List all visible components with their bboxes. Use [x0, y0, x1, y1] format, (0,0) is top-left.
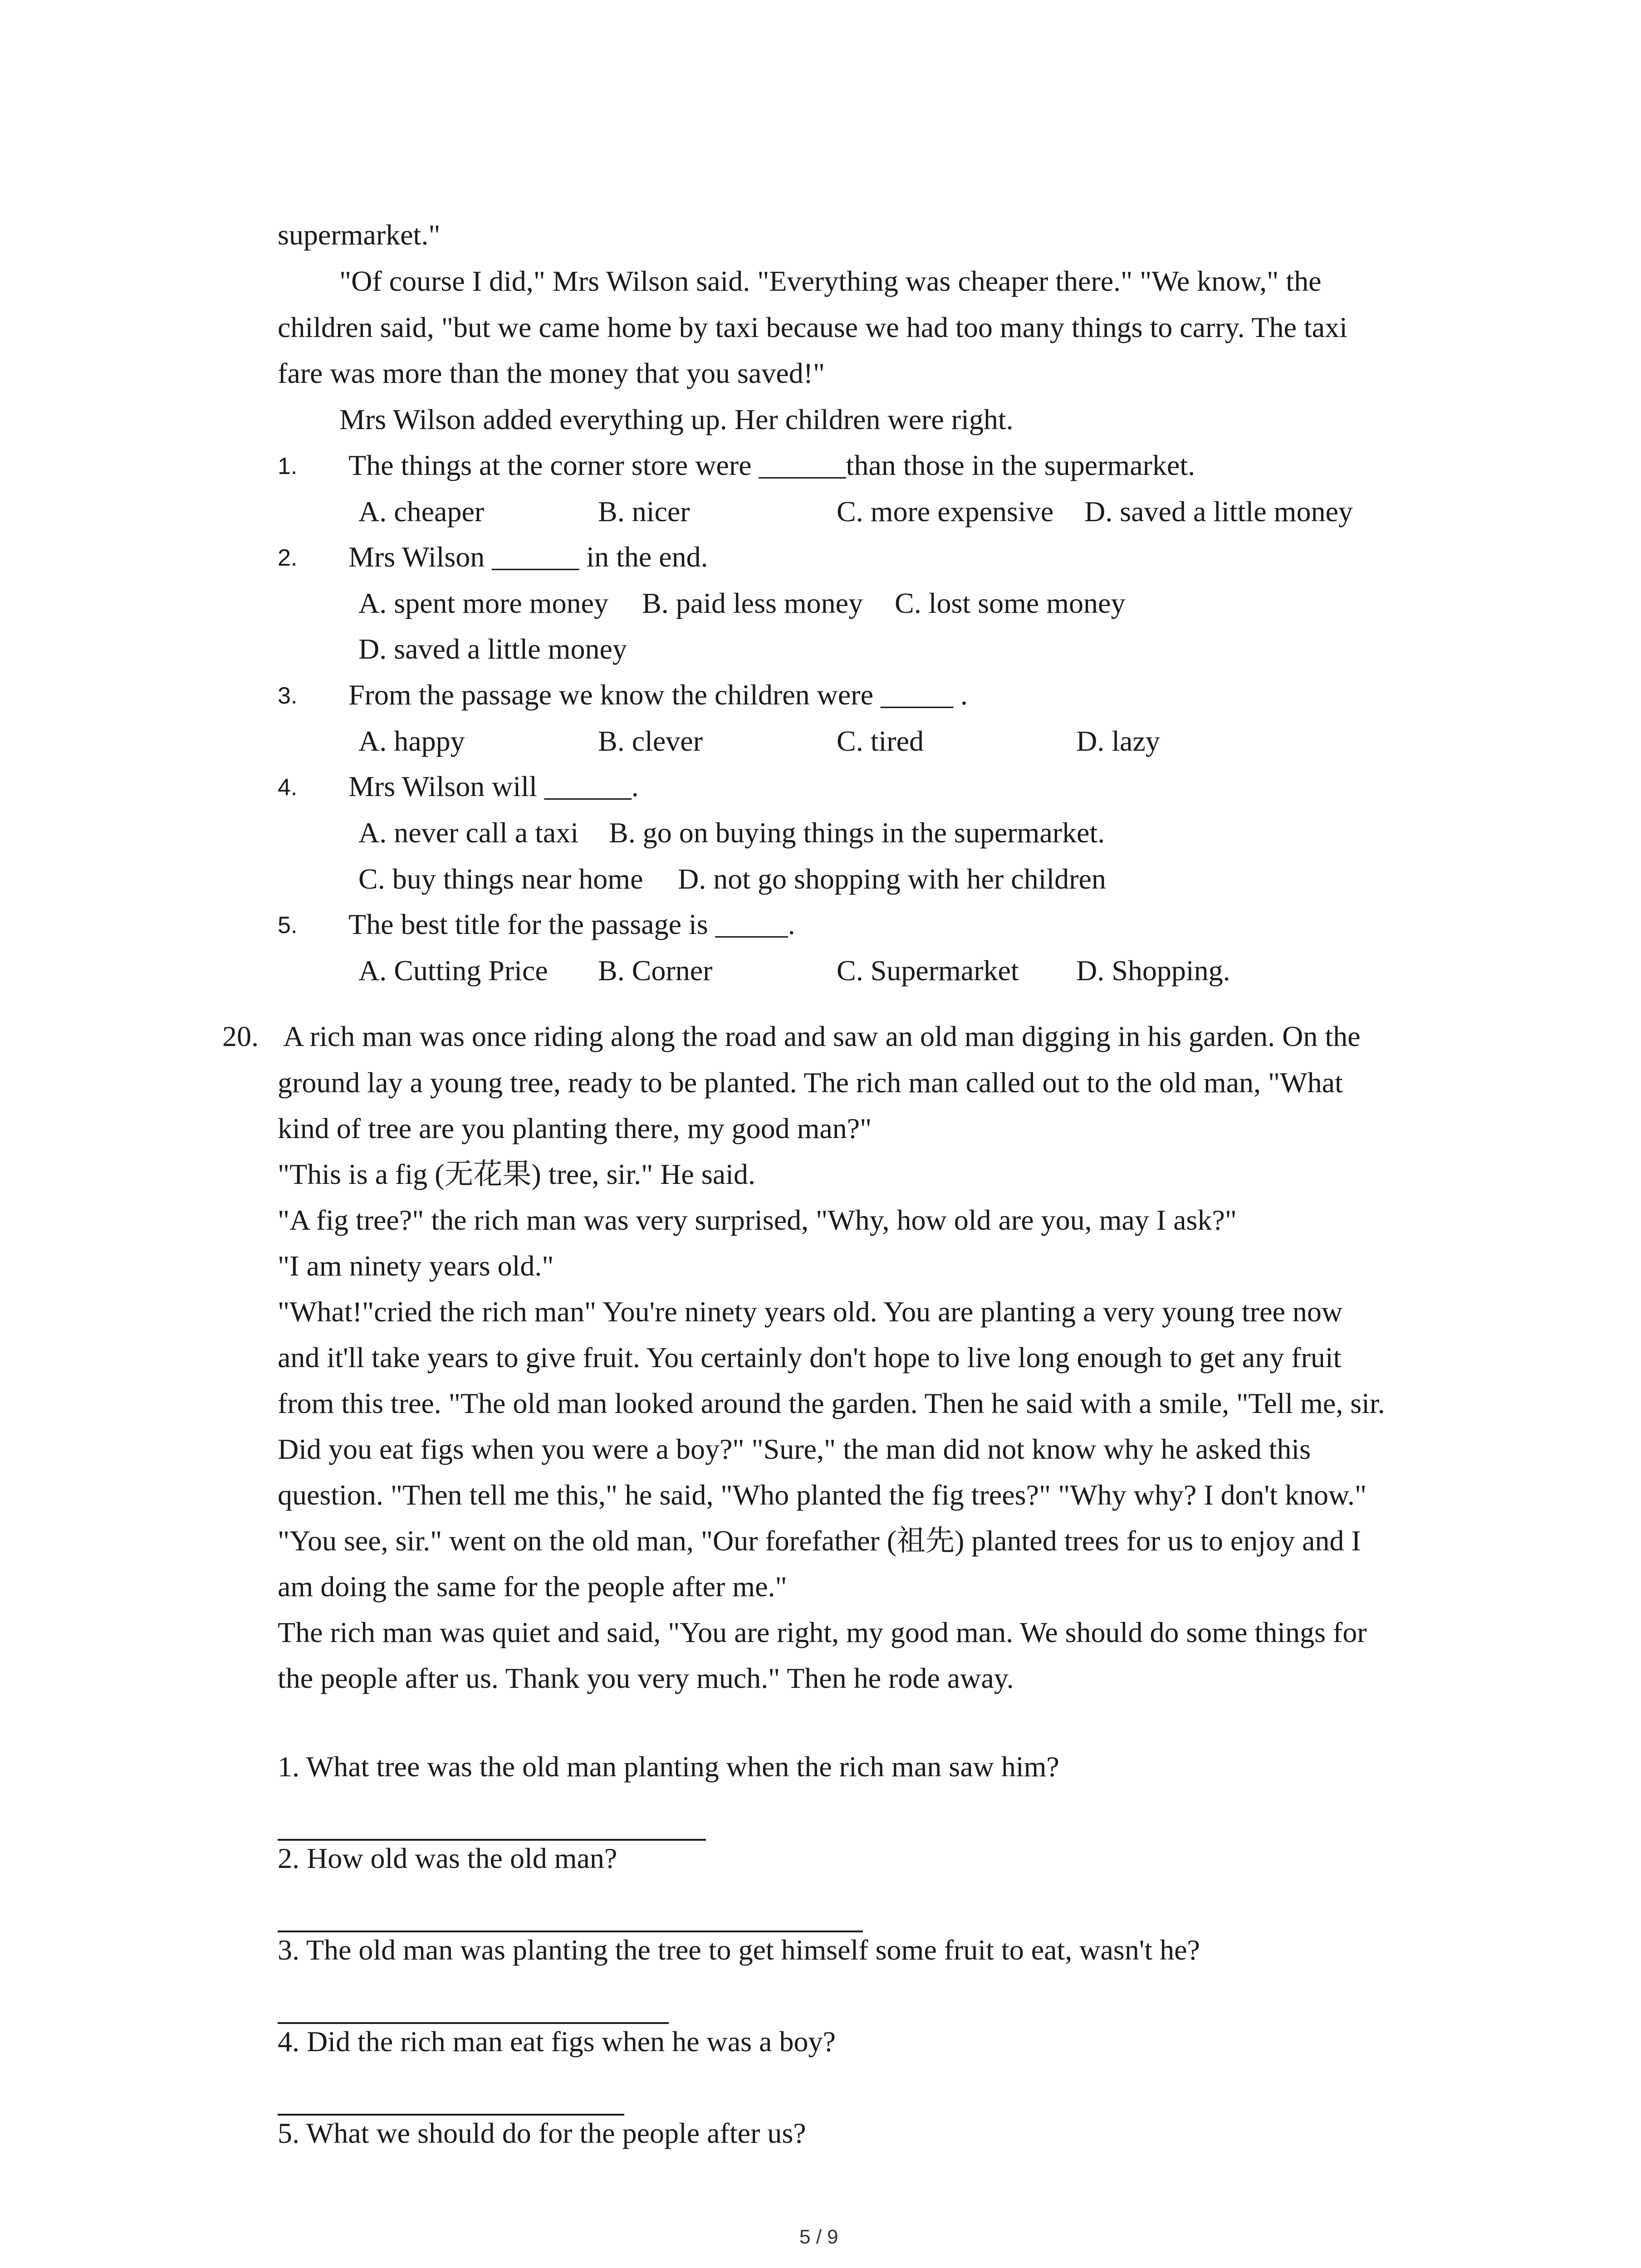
question-number: 3. [278, 683, 298, 709]
passage-line: "A fig tree?" the rich man was very surprised, "Why, how old are you, may I ask?" [278, 1204, 1237, 1236]
question-stem: Mrs Wilson will ______. [348, 770, 639, 802]
passage-line: Mrs Wilson added everything up. Her children were right. [339, 403, 1014, 435]
option-b: B. clever [598, 725, 703, 757]
option-c: C. more expensive [837, 495, 1054, 528]
passage-line: supermarket." [278, 219, 441, 251]
question-stem: Mrs Wilson ______ in the end. [348, 541, 708, 573]
option-d: D. Shopping. [1076, 954, 1230, 987]
question: 5. What we should do for the people after us? [278, 2117, 806, 2149]
passage-line: ground lay a young tree, ready to be planted. The rich man called out to the old man, "What [278, 1066, 1343, 1099]
option-c: C. lost some money [895, 587, 1126, 619]
question-number: 4. [278, 774, 298, 801]
passage-line: the people after us. Thank you very much." Then he rode away. [278, 1662, 1014, 1694]
option-b: B. paid less money [642, 587, 863, 619]
passage-line: "I am ninety years old." [278, 1250, 554, 1282]
passage-line: "You see, sir." went on the old man, "Our forefather (祖先) planted trees for us to enjoy and I [278, 1525, 1361, 1557]
passage-line: fare was more than the money that you saved!" [278, 357, 825, 389]
option-a: A. cheaper [358, 495, 485, 528]
passage-number: 20. [222, 1020, 259, 1052]
question-number: 2. [278, 545, 298, 571]
passage-line: kind of tree are you planting there, my good man?" [278, 1112, 872, 1144]
option-c: C. buy things near home [358, 863, 643, 895]
option-d: D. saved a little money [358, 633, 627, 665]
passage-line: "Of course I did," Mrs Wilson said. "Everything was cheaper there." "We know," the [339, 265, 1322, 297]
question-stem: The things at the corner store were ______than those in the supermarket. [348, 449, 1195, 481]
passage-line: and it'll take years to give fruit. You certainly don't hope to live long enough to get any fruit [278, 1341, 1342, 1374]
page-number: 5 / 9 [799, 2226, 838, 2248]
option-a: A. Cutting Price [358, 954, 548, 987]
question-stem: The best title for the passage is _____. [348, 908, 795, 940]
passage-line: question. "Then tell me this," he said, "Who planted the fig trees?" "Why why? I don't know." [278, 1479, 1367, 1511]
passage-line: from this tree. "The old man looked around the garden. Then he said with a smile, "Tell me, sir. [278, 1387, 1385, 1419]
option-b: B. Corner [598, 954, 713, 987]
option-d: D. not go shopping with her children [678, 863, 1106, 895]
option-c: C. Supermarket [837, 954, 1019, 987]
passage-line: children said, "but we came home by taxi because we had too many things to carry. The taxi [278, 311, 1347, 343]
option-c: C. tired [837, 725, 924, 757]
option-a: A. never call a taxi [358, 816, 579, 849]
passage-line: Did you eat figs when you were a boy?" "Sure," the man did not know why he asked this [278, 1433, 1311, 1465]
option-a: A. spent more money [358, 587, 608, 619]
question: 1. What tree was the old man planting when the rich man saw him? [278, 1750, 1059, 1783]
question-stem: From the passage we know the children were _____ . [348, 679, 968, 711]
option-b: B. nicer [598, 495, 690, 528]
question-number: 5. [278, 912, 298, 938]
option-d: D. lazy [1076, 725, 1160, 757]
option-a: A. happy [358, 725, 465, 757]
passage-line: A rich man was once riding along the road and saw an old man digging in his garden. On the [283, 1020, 1361, 1052]
option-b: B. go on buying things in the supermarket. [609, 816, 1105, 849]
passage-line: "What!"cried the rich man" You're ninety years old. You are planting a very young tree now [278, 1295, 1343, 1328]
question: 4. Did the rich man eat figs when he was a boy? [278, 2025, 836, 2058]
question: 2. How old was the old man? [278, 1842, 617, 1874]
passage-line: "This is a fig (无花果) tree, sir." He said. [278, 1158, 755, 1190]
question-number: 1. [278, 453, 298, 479]
passage-line: am doing the same for the people after me." [278, 1570, 787, 1603]
passage-line: The rich man was quiet and said, "You are right, my good man. We should do some things for [278, 1616, 1367, 1648]
question: 3. The old man was planting the tree to get himself some fruit to eat, wasn't he? [278, 1934, 1200, 1966]
option-d: D. saved a little money [1084, 495, 1353, 528]
